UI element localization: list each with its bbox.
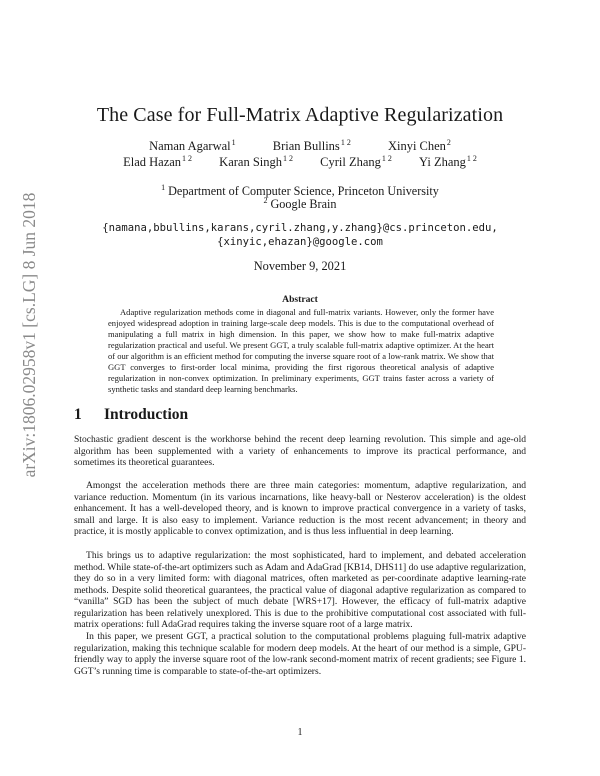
affiliation-mark: 2 [263,196,268,205]
author-email-line: {namana,bbullins,karans,cyril.zhang,y.zhang}@cs.princeton.edu, [102,222,498,234]
affiliation-mark: 1 [161,183,166,192]
author-affiliation-mark: 1 2 [466,154,477,163]
body-paragraph: Amongst the acceleration methods there are three main categories: momentum, adaptive regularization, and variance reduction. Momentum (in its various incarnations, like heavy-ball or Nesterov acceleration) is the oldest enhancement. It has a well-developed theory, and is known to improve practical convergence in a variety of tasks, small and large. It is also easy to implement. Variance reduction is the most recent advancement; in theory and practice, it is mostly applicable to convex optimization, and is thus less influential in deep learning. [74,480,526,538]
author [219,154,293,170]
section-heading [74,406,188,424]
author [388,138,451,154]
author-row-1 [0,138,600,154]
affiliation [0,194,600,211]
author-row-2 [0,154,600,170]
author-name: Brian Bullins [272,139,340,153]
author-affiliation-mark: 1 2 [283,154,294,163]
arxiv-identifier-stamp: arXiv:1806.02958v1 [cs.LG] 8 Jun 2018 [19,192,39,478]
author [419,154,477,170]
affiliation-text: Department of Computer Science, Princeton University [168,184,439,198]
author-name: Naman Agarwal [149,139,231,153]
author-affiliation-mark: 1 2 [381,154,392,163]
author-name: Karan Singh [219,155,283,169]
author-affiliation-mark: 1 2 [340,138,351,147]
abstract-heading: Abstract [282,294,318,305]
section-title: Introduction [104,406,189,423]
paper-title: The Case for Full-Matrix Adaptive Regularization [96,104,504,126]
body-paragraph: In this paper, we present GGT, a practical solution to the computational problems plaguing full-matrix adaptive regularization, making this technique scalable for modern deep models. At the heart of our method is a simple, GPU-friendly way to apply the inverse square root of the low-rank second-moment matrix of recent gradients; see Figure 1. GGT’s running time is comparable to state-of-the-art optimizers. [74,631,526,677]
author [273,138,351,154]
abstract-text: Adaptive regularization methods come in diagonal and full-matrix variants. However, only the former have enjoyed widespread adoption in training large-scale deep models. This is due to the computational overhead of manipulating a full matrix in high dimension. In this paper, we show how to make full-matrix adaptive regularization practical and useful. We present GGT, a truly scalable full-matrix adaptive optimizer. At the heart of our algorithm is an efficient method for computing the inverse square root of a low-rank matrix. We show that GGT converges to first-order local minima, providing the first rigorous theoretical analysis of adaptive regularization in non-convex optimization. In preliminary experiments, GGT trains faster across a variety of synthetic tasks and standard deep learning benchmarks. [108,307,494,394]
body-paragraph: This brings us to adaptive regularization: the most sophisticated, hard to implement, and debated acceleration method. While state-of-the-art optimizers such as Adam and AdaGrad [KB14, DHS11] do use adaptive regularization, they do so in a very limited form: with diagonal matrices, often marketed as per-coordinate adaptive learning-rate methods. Despite solid theoretical guarantees, the practical value of diagonal adaptive regularization as compared to “vanilla” SGD has been the subject of much debate [WRS+17]. However, the efficacy of full-matrix adaptive regularization has been relatively unexplored. This is due to the prohibitive computational cost associated with full-matrix operations: full AdaGrad requires taking the inverse square root of a large matrix. [74,550,526,631]
author-name: Elad Hazan [123,155,182,169]
affiliation-text: Google Brain [270,197,337,211]
paper-date: November 9, 2021 [253,259,347,273]
author-email-line: {xinyic,ehazan}@google.com [217,236,383,248]
author-name: Cyril Zhang [320,155,381,169]
section-number: 1 [74,406,82,423]
author-name: Yi Zhang [419,155,466,169]
author-name: Xinyi Chen [387,139,446,153]
author [123,154,192,170]
author-affiliation-mark: 1 2 [182,154,193,163]
author-affiliation-mark: 1 [231,138,236,147]
author [320,154,392,170]
page-number: 1 [297,727,303,738]
body-paragraph: Stochastic gradient descent is the workhorse behind the recent deep learning revolution. This simple and age-old algorithm has been supplemented with a variety of enhancements to improve its practical performance, and sometimes its theoretical guarantees. [74,434,526,469]
author-affiliation-mark: 2 [446,138,451,147]
author [149,138,236,154]
